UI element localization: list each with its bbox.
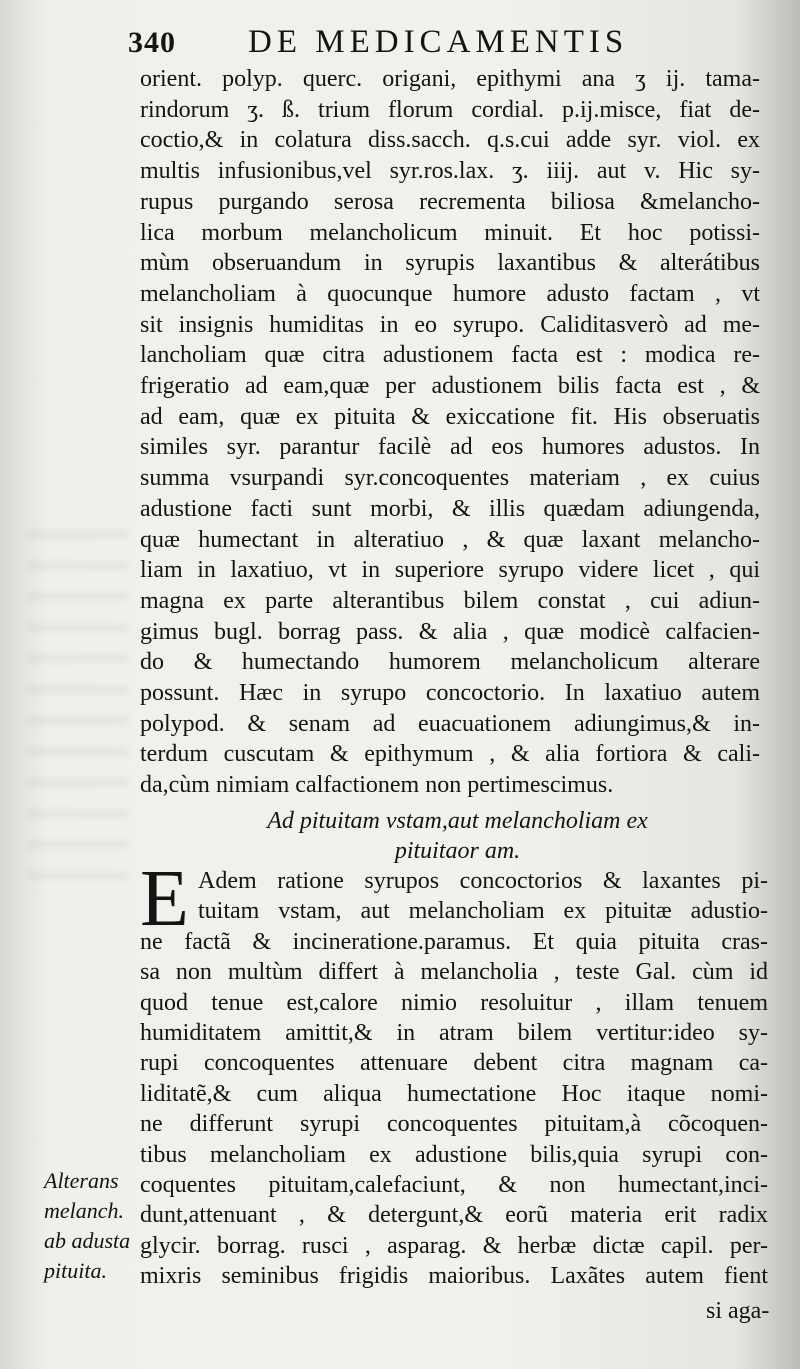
text-line: mùm obseruandum in syrupis laxantibus & alterátibus — [140, 250, 760, 277]
text-line: ne factã & incineratione.paramus. Et quia pituita cras- — [140, 928, 768, 955]
text-line: quod tenue est,calore nimio resoluitur , illam tenuem — [140, 989, 768, 1016]
marginal-line: melanch. — [44, 1198, 125, 1223]
text-line: tuitam vstam, aut melancholiam ex pituitæ adustio- — [198, 898, 768, 925]
text-line: da,cùm nimiam calfactionem non pertimescimus. — [140, 772, 614, 799]
marginal-line: Alterans — [44, 1168, 119, 1193]
text-line: coctio,& in colatura diss.sacch. q.s.cui adde syr. viol. ex — [140, 127, 760, 154]
text-line: melancholiam à quocunque humore adusto factam , vt — [140, 280, 760, 307]
text-line: orient. polyp. querc. origani, epithymi ana ʒ ij. tama- — [140, 66, 760, 92]
text-line: possunt. Hæc in syrupo concoctorio. In laxatiuo autem — [140, 680, 760, 707]
text-line: multis infusionibus,vel syr.ros.lax. ʒ. iiij. aut v. Hic sy- — [140, 158, 760, 185]
text-line: lancholiam quæ citra adustionem facta est : modica re- — [140, 342, 760, 369]
text-line: coquentes pituitam,calefaciunt, & non humectant,inci- — [140, 1172, 768, 1199]
heading-line: Ad pituitam vstam,aut melancholiam ex — [267, 808, 648, 834]
heading-line: pituitaor am. — [394, 838, 521, 864]
page-header — [128, 20, 673, 64]
marginal-line: pituita. — [44, 1258, 107, 1283]
text-line: rupus purgando serosa recrementa biliosa &melancho- — [140, 188, 760, 215]
text-line: polypod. & senam ad euacuationem adiungimus,& in- — [140, 710, 760, 737]
catchword: si aga- — [706, 1298, 770, 1324]
text-line: glycir. borrag. rusci , asparag. & herbæ dictæ capil. per- — [140, 1232, 768, 1259]
text-line: terdum cuscutam & epithymum , & alia fortiora & cali- — [140, 741, 760, 768]
text-line: similes syr. parantur facilè ad eos humores adustos. In — [140, 434, 760, 461]
text-line: magna ex parte alterantibus bilem constat , cui adiun- — [140, 587, 760, 614]
drop-cap: E — [140, 855, 189, 943]
text-line: rupi concoquentes attenuare debent citra magnam ca- — [140, 1050, 768, 1077]
text-line: Adem ratione syrupos concoctorios & laxantes pi- — [198, 868, 768, 894]
running-title: DE MEDICAMENTIS — [248, 24, 629, 60]
paragraph-2 — [140, 855, 768, 1292]
text-line: ne differunt syrupi concoquentes pituitam,à cõcoquen- — [140, 1111, 768, 1138]
section-heading — [165, 806, 750, 866]
text-line: frigeratio ad eam,quæ per adustionem bilis facta est , & — [140, 373, 760, 400]
text-line: humiditatem amittit,& in atram bilem vertitur:ideo sy- — [140, 1020, 768, 1047]
marginal-note — [44, 1166, 144, 1286]
text-line: adustione facti sunt morbi, & illis quædam adiungenda, — [140, 495, 760, 522]
text-line: liditatẽ,& cum aliqua humectatione Hoc itaque nomi- — [140, 1080, 768, 1107]
text-line: ad eam, quæ ex pituita & exiccatione fit. His obseruatis — [140, 403, 760, 430]
text-line: quæ humectant in alteratiuo , & quæ laxant melancho- — [140, 526, 760, 553]
text-line: rindorum ʒ. ß. trium florum cordial. p.ij.misce, fiat de- — [140, 96, 760, 123]
text-line: sa non multùm differt à melancholia , teste Gal. cùm id — [140, 959, 768, 986]
text-line: lica morbum melancholicum minuit. Et hoc potissi- — [140, 219, 760, 246]
text-line: sit insignis humiditas in eo syrupo. Caliditasverò ad me- — [140, 311, 760, 338]
text-line: dunt,attenuant , & detergunt,& eorũ materia erit radix — [140, 1202, 768, 1229]
page-number: 340 — [128, 26, 176, 59]
show-through-bleed — [28, 530, 128, 890]
text-line: mixris seminibus frigidis maioribus. Laxãtes autem fient — [140, 1263, 768, 1290]
text-line: summa vsurpandi syr.concoquentes materiam , ex cuius — [140, 465, 760, 492]
text-line: gimus bugl. borrag pass. & alia , quæ modicè calfacien- — [140, 618, 760, 645]
text-line: liam in laxatiuo, vt in superiore syrupo videre licet , qui — [140, 557, 760, 584]
marginal-line: ab adusta — [44, 1228, 131, 1253]
text-line: do & humectando humorem melancholicum alterare — [140, 649, 760, 676]
paragraph-1 — [140, 64, 760, 801]
text-line: tibus melancholiam ex adustione bilis,quia syrupi con- — [140, 1141, 768, 1168]
